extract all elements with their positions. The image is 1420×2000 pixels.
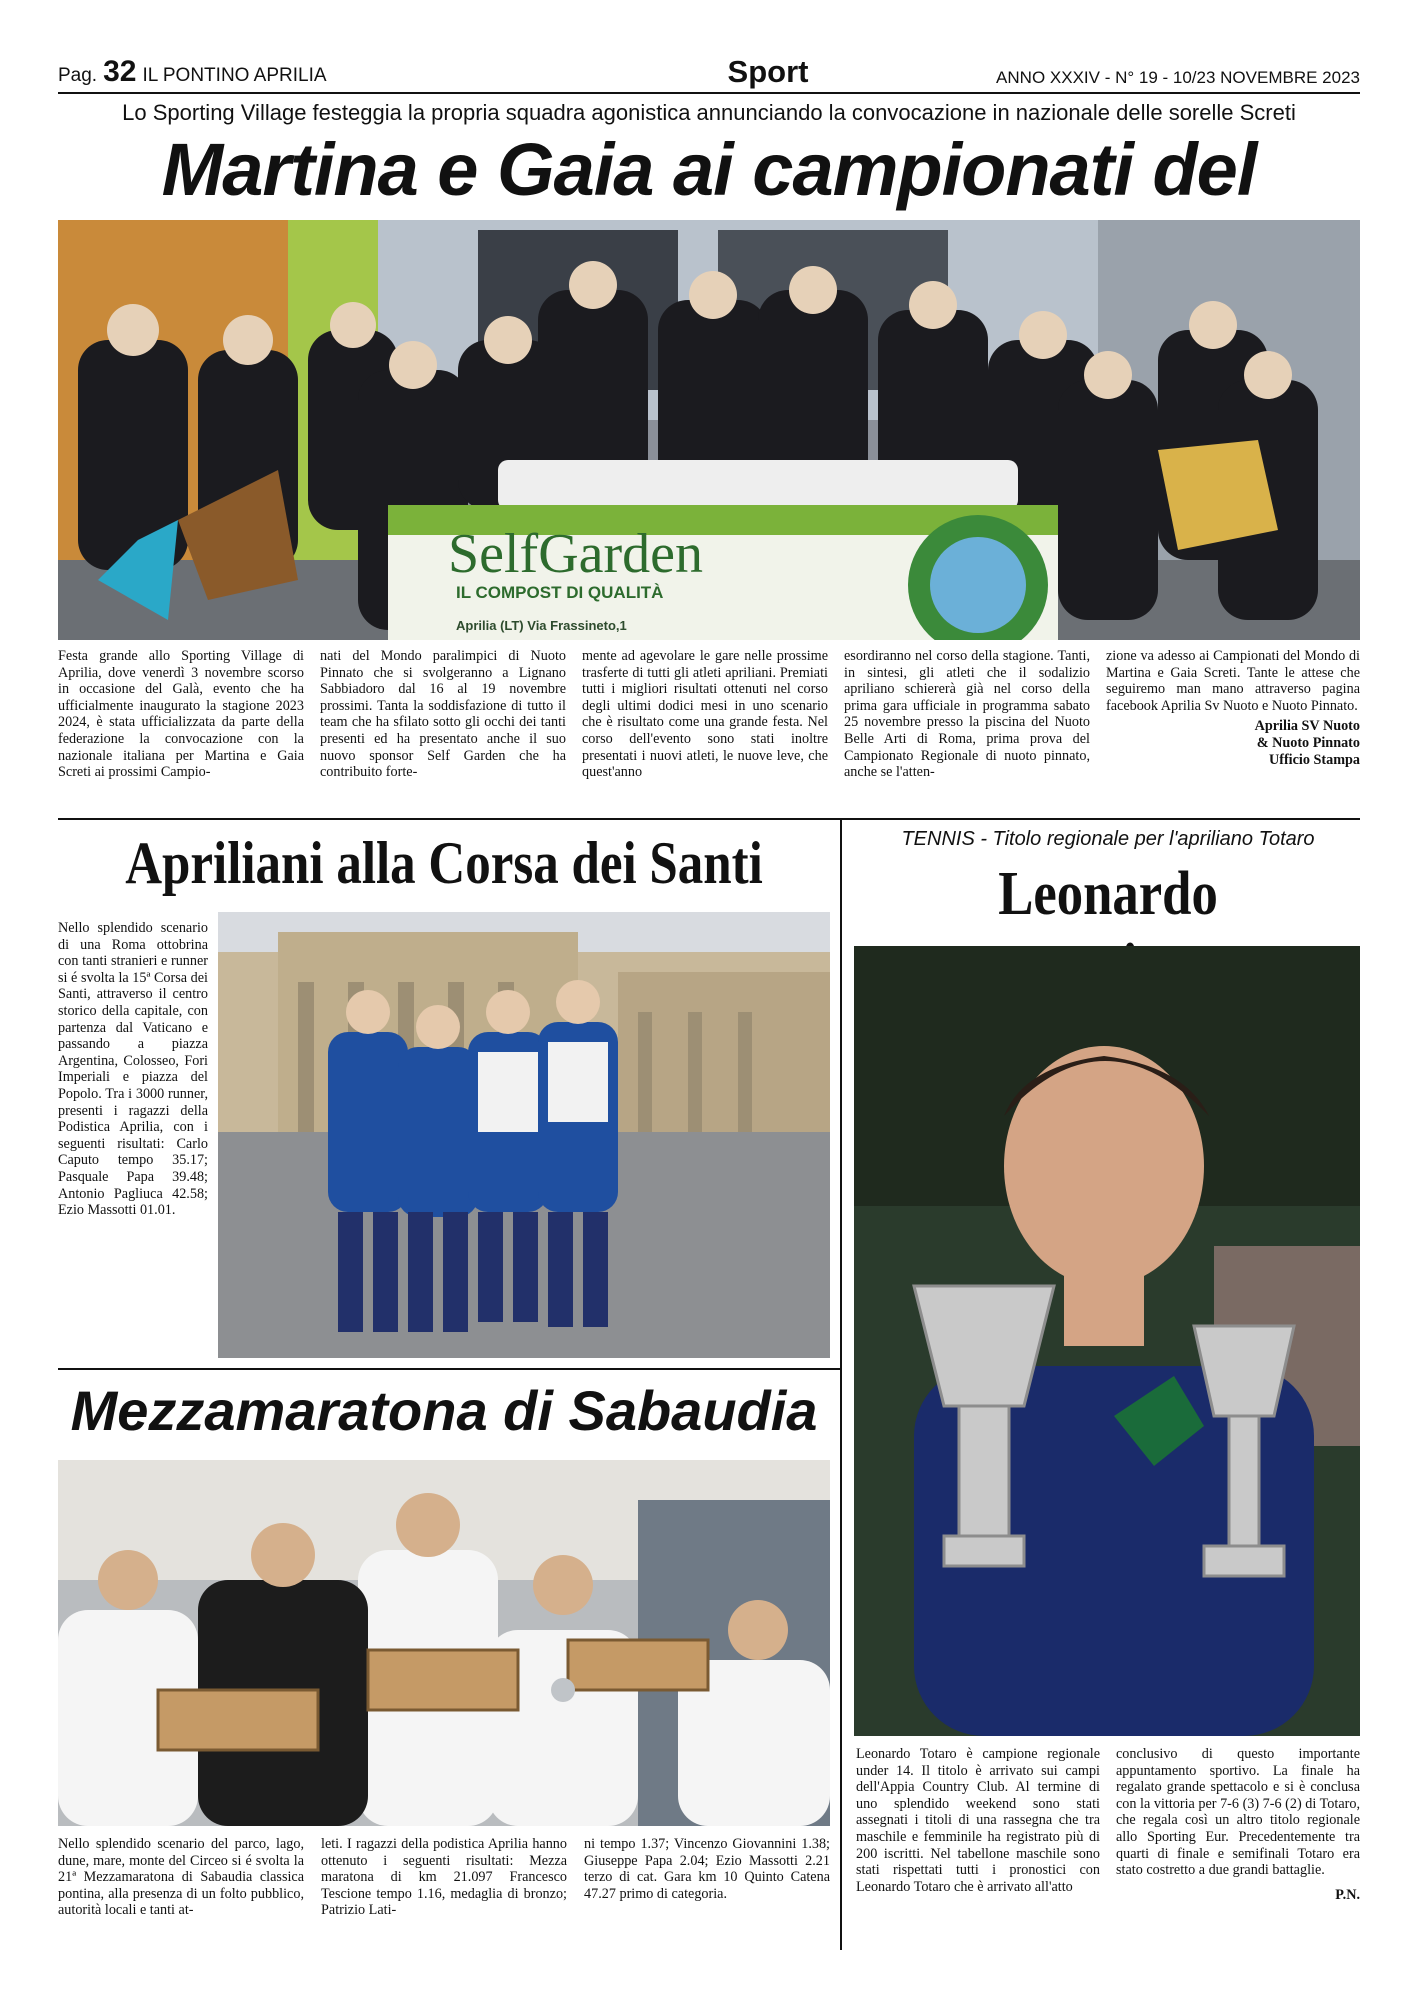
santi-body: Nello splendido scenario di una Roma ottobrina con tanti stranieri e runner si é svolta la 15ª Corsa dei Santi, attraverso il centro storico della capitale, con partenza dal Vaticano e passando a piazza Argentina, Colosseo, Fori Imperiali e piazza del Popolo. Tra i 3000 runner, presenti i ragazzi della Podistica Aprilia, con i seguenti risultati: Carlo Caputo tempo 35.17; Pasquale Papa 39.48; Antonio Pagliuca 42.58; Ezio Massotti 01.01. xyxy=(58,920,208,1219)
page-prefix: Pag. xyxy=(58,65,98,86)
tennis-signature: P.N. xyxy=(1335,1886,1360,1903)
page-number-block xyxy=(58,55,327,89)
lead-signature-line-3: Ufficio Stampa xyxy=(1268,751,1360,768)
tennis-photo xyxy=(854,946,1360,1736)
lead-signature xyxy=(1106,718,1360,768)
page-header xyxy=(58,54,1360,94)
sabaudia-col-2: leti. I ragazzi della podistica Aprilia hanno ottenuto i seguenti risultati: Mezza maratona di km 21.097 Francesco Tescione tempo 1.16, medaglia di bronzo; Patrizio Lati- xyxy=(321,1836,567,1919)
lead-kicker: Lo Sporting Village festeggia la propria squadra agonistica annunciando la convocazione in nazionale delle sorelle Screti xyxy=(122,100,1296,125)
tennis-headline: Leonardo xyxy=(998,860,1218,928)
section-title: Sport xyxy=(727,54,809,89)
lead-signature-line-1: Aprilia SV Nuoto xyxy=(1254,718,1360,735)
tennis-kicker xyxy=(856,828,1360,851)
sabaudia-col-3: ni tempo 1.37; Vincenzo Giovannini 1.38; Giuseppe Papa 2.04; Ezio Massotti 2.21 terzo di cat. Gara km 10 Quinto Catena 47.27 primo di categoria. xyxy=(584,1836,830,1902)
santi-divider xyxy=(58,1368,840,1370)
sabaudia-col-1: Nello splendido scenario del parco, lago, dune, mare, monte del Circeo si é svolta la 21ª Mezzamaratona di Sabaudia classica pontina, alla presenza di un folto pubblico, autorità locali e tanti at- xyxy=(58,1836,304,1919)
lead-col-5 xyxy=(1106,648,1360,768)
lead-col-1: Festa grande allo Sporting Village di Aprilia, dove venerdì 3 novembre scorso in occasione del Galà, evento che ha ufficialmente inaugurato la stagione 2023 2024, è stata ufficializzata da parte della federazione la convocazione con la nazionale italiana per Martina e Gaia Screti ai prossimi Campio- xyxy=(58,648,304,781)
santi-headline-wrap xyxy=(58,828,830,898)
sabaudia-photo xyxy=(58,1460,830,1826)
lead-col-2: nati del Mondo paralimpici di Nuoto Pinnato che si svolgeranno a Lignano Sabbiadoro dal 16 al 19 novembre prossimi. Tanta la soddisfazione di tutto il team che ha sfilato sotto gli occhi dei tanti presenti ed ha presentato anche il suo nuovo sponsor Self Garden che ha contribuito forte- xyxy=(320,648,566,781)
tennis-col-1: Leonardo Totaro è campione regionale under 14. Il titolo è arrivato sui campi dell'Appia Country Club. Al termine di uno splendido weekend sono stati assegnati i titoli di una rassegna che tra maschile e femminile ha registrato più di 200 iscritti. Nel tabellone maschile sono stati rispettati tutti i pronostici con Leonardo Totaro che è arrivato all'atto xyxy=(856,1746,1100,1895)
column-divider xyxy=(840,820,842,1950)
santi-headline: Apriliani alla Corsa dei Santi xyxy=(125,830,763,896)
tennis-kicker-text: - Titolo regionale per l'apriliano Totaro xyxy=(974,828,1315,850)
section-divider xyxy=(58,818,1360,820)
tennis-col-2-text: conclusivo di questo importante appuntamento sportivo. La finale ha regalato grande spettacolo e si è conclusa con la vittoria per 7-6 (3) 7-6 (2) di Totaro, che regala così un altro titolo regionale allo Sporting Eur. Precedentemente tra quarti di finale e semifinali Totaro era stato costretto a due grandi battaglie. xyxy=(1116,1746,1360,1879)
sabaudia-headline: Mezzamaratona di Sabaudia xyxy=(70,1379,818,1442)
banner-brand: SelfGarden xyxy=(448,523,704,585)
publication-name: IL PONTINO APRILIA xyxy=(142,65,327,86)
lead-body xyxy=(58,648,1360,808)
lead-col-3: mente ad agevolare le gare nelle prossime trasferte di tutti gli atleti apriliani. Premiati tutti i migliori risultati ottenuti nel corso degli ultimi dodici mesi in uno scenario che è risultato come una grande festa. Nel corso dell'evento sono stati inoltre presentati i nuovi atleti, le nuove leve, che quest'anno xyxy=(582,648,828,781)
banner-address: Aprilia (LT) Via Frassineto,1 xyxy=(456,618,627,633)
lead-col-4: esordiranno nel corso della stagione. Tanti, in sintesi, gli atleti che il sodalizio apriliano schiererà già nel corso della prima gara ufficiale in programma sabato 25 novembre presso la piscina del Nuoto Belle Arti di Roma, prima prova del Campionato Regionale di nuoto pinnato, anche se l'atten- xyxy=(844,648,1090,781)
lead-photo xyxy=(58,220,1360,640)
issue-info: ANNO XXXIV - N° 19 - 10/23 NOVEMBRE 2023 xyxy=(996,68,1360,87)
banner-tagline: IL COMPOST DI QUALITÀ xyxy=(456,583,664,602)
page-number: 32 xyxy=(103,55,137,88)
lead-headline: Martina e Gaia ai campionati del xyxy=(161,128,1257,211)
lead-col-5-text: zione va adesso ai Campionati del Mondo di Martina e Gaia Screti. Tante le attese che seguiremo man mano attraverso pagina facebook Aprilia Sv Nuoto e Nuoto Pinnato. xyxy=(1106,648,1360,714)
santi-photo xyxy=(218,912,830,1358)
tennis-col-2 xyxy=(1116,1746,1360,1903)
lead-signature-line-2: & Nuoto Pinnato xyxy=(1256,734,1360,751)
tennis-kicker-tag: TENNIS xyxy=(901,828,975,850)
